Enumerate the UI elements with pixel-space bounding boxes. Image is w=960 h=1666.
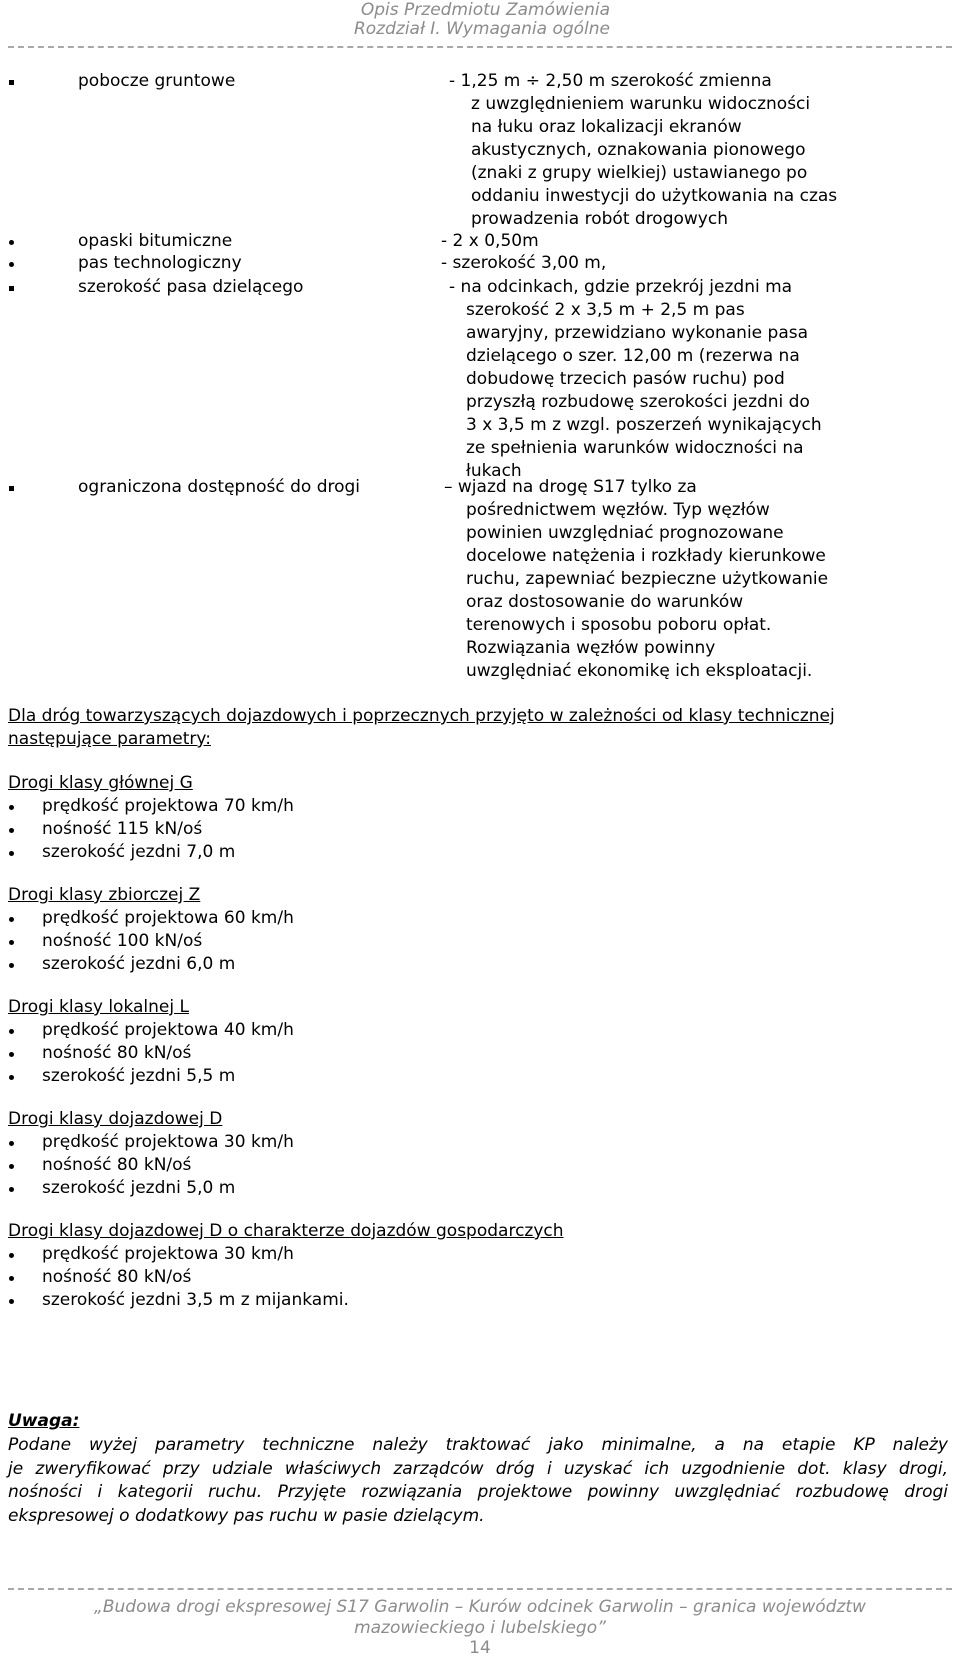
class-item: nośność 115 kN/oś (42, 819, 203, 839)
header-divider (8, 46, 952, 48)
param-desc-line: - 2 x 0,50m (441, 231, 539, 251)
note-line: nośności i kategorii ruchu. Przyjęte rozwiązania projektowe powinny uwzględniać rozbudowę drogi (8, 1482, 948, 1502)
round-bullet-icon (9, 940, 14, 945)
class-item: nośność 80 kN/oś (42, 1043, 192, 1063)
param-desc-line: terenowych i sposobu poboru opłat. (466, 615, 772, 635)
param-desc-line: szerokość 2 x 3,5 m + 2,5 m pas (466, 300, 745, 320)
param-label: pobocze gruntowe (78, 71, 236, 91)
square-bullet-icon (9, 486, 14, 491)
class-item: szerokość jezdni 5,0 m (42, 1178, 236, 1198)
round-bullet-icon (9, 917, 14, 922)
param-label: ograniczona dostępność do drogi (78, 477, 361, 497)
param-desc-line: - 1,25 m ÷ 2,50 m szerokość zmienna (449, 71, 772, 91)
footer-divider (8, 1588, 952, 1590)
param-desc-line: pośrednictwem węzłów. Typ węzłów (466, 500, 770, 520)
param-desc-line: uwzględniać ekonomikę ich eksploatacji. (466, 661, 813, 681)
note-text (8, 1434, 948, 1528)
round-bullet-icon (9, 1253, 14, 1258)
param-desc-line: ze spełnienia warunków widoczności na (466, 438, 804, 458)
round-bullet-icon (9, 1276, 14, 1281)
class-item: prędkość projektowa 30 km/h (42, 1132, 294, 1152)
class-title: Drogi klasy dojazdowej D (8, 1109, 223, 1129)
round-bullet-icon (9, 240, 14, 245)
class-item: prędkość projektowa 40 km/h (42, 1020, 294, 1040)
param-desc-line: (znaki z grupy wielkiej) ustawianego po (471, 163, 808, 183)
param-desc-line: dobudowę trzecich pasów ruchu) pod (466, 369, 785, 389)
class-title: Drogi klasy dojazdowej D o charakterze dojazdów gospodarczych (8, 1221, 564, 1241)
intro-line: Dla dróg towarzyszących dojazdowych i poprzecznych przyjęto w zależności od klasy technicznej (8, 706, 835, 726)
header-title: Opis Przedmiotu Zamówienia (360, 0, 610, 20)
round-bullet-icon (9, 851, 14, 856)
note-line: ekspresowej o dodatkowy pas ruchu w pasie dzielącym. (8, 1505, 485, 1526)
class-item: nośność 100 kN/oś (42, 931, 203, 951)
class-title: Drogi klasy lokalnej L (8, 997, 189, 1017)
note-line: je zweryfikować przy udziale właściwych zarządców dróg i uzyskać ich uzgodnienie dot. klasy drogi, (8, 1458, 948, 1479)
param-desc-line: prowadzenia robót drogowych (471, 209, 728, 229)
param-desc-line: oddaniu inwestycji do użytkowania na czas (471, 186, 838, 206)
param-label: pas technologiczny (78, 253, 242, 273)
param-desc-line: - szerokość 3,00 m, (441, 253, 607, 273)
class-item: szerokość jezdni 6,0 m (42, 954, 236, 974)
round-bullet-icon (9, 1075, 14, 1080)
param-desc-line: 3 x 3,5 m z wzgl. poszerzeń wynikających (466, 415, 822, 435)
param-desc-line: na łuku oraz lokalizacji ekranów (471, 117, 742, 137)
class-item: prędkość projektowa 30 km/h (42, 1244, 294, 1264)
intro-line: następujące parametry: (8, 729, 211, 749)
param-label: opaski bitumiczne (78, 231, 233, 251)
class-item: nośność 80 kN/oś (42, 1155, 192, 1175)
param-desc-line: akustycznych, oznakowania pionowego (471, 140, 806, 160)
page-number: 14 (469, 1638, 491, 1658)
note-line: Podane wyżej parametry techniczne należy traktować jako minimalne, a na etapie KP należy (8, 1435, 948, 1455)
class-item: prędkość projektowa 60 km/h (42, 908, 294, 928)
round-bullet-icon (9, 1187, 14, 1192)
class-item: szerokość jezdni 7,0 m (42, 842, 236, 862)
square-bullet-icon (9, 80, 14, 85)
footer-project-title-cont: mazowieckiego i lubelskiego” (354, 1618, 606, 1638)
param-desc-line: – wjazd na drogę S17 tylko za (444, 477, 697, 497)
param-desc-line: łukach (466, 461, 522, 481)
class-title: Drogi klasy zbiorczej Z (8, 885, 201, 905)
class-title: Drogi klasy głównej G (8, 773, 193, 793)
round-bullet-icon (9, 1029, 14, 1034)
param-desc-line: powinien uwzględniać prognozowane (466, 523, 784, 543)
square-bullet-icon (9, 286, 14, 291)
footer-project-title: „Budowa drogi ekspresowej S17 Garwolin – Kurów odcinek Garwolin – granica województw (94, 1597, 866, 1617)
round-bullet-icon (9, 1052, 14, 1057)
note-heading: Uwaga: (8, 1411, 80, 1431)
param-desc-line: dzielącego o szer. 12,00 m (rezerwa na (466, 346, 800, 366)
param-desc-line: przyszłą rozbudowę szerokości jezdni do (466, 392, 810, 412)
param-desc-line: ruchu, zapewniać bezpieczne użytkowanie (466, 569, 829, 589)
class-item: nośność 80 kN/oś (42, 1267, 192, 1287)
round-bullet-icon (9, 963, 14, 968)
param-desc-line: z uwzględnieniem warunku widoczności (471, 94, 811, 114)
param-desc-line: awaryjny, przewidziano wykonanie pasa (466, 323, 809, 343)
round-bullet-icon (9, 262, 14, 267)
class-item: prędkość projektowa 70 km/h (42, 796, 294, 816)
header-chapter: Rozdział I. Wymagania ogólne (353, 19, 610, 39)
param-desc-line: - na odcinkach, gdzie przekrój jezdni ma (449, 277, 793, 297)
param-desc-line: docelowe natężenia i rozkłady kierunkowe (466, 546, 826, 566)
round-bullet-icon (9, 1164, 14, 1169)
round-bullet-icon (9, 1141, 14, 1146)
param-desc-line: oraz dostosowanie do warunków (466, 592, 744, 612)
round-bullet-icon (9, 828, 14, 833)
class-item: szerokość jezdni 5,5 m (42, 1066, 236, 1086)
round-bullet-icon (9, 1299, 14, 1304)
class-item: szerokość jezdni 3,5 m z mijankami. (42, 1290, 349, 1310)
param-desc-line: Rozwiązania węzłów powinny (466, 638, 716, 658)
param-label: szerokość pasa dzielącego (78, 277, 304, 297)
round-bullet-icon (9, 805, 14, 810)
